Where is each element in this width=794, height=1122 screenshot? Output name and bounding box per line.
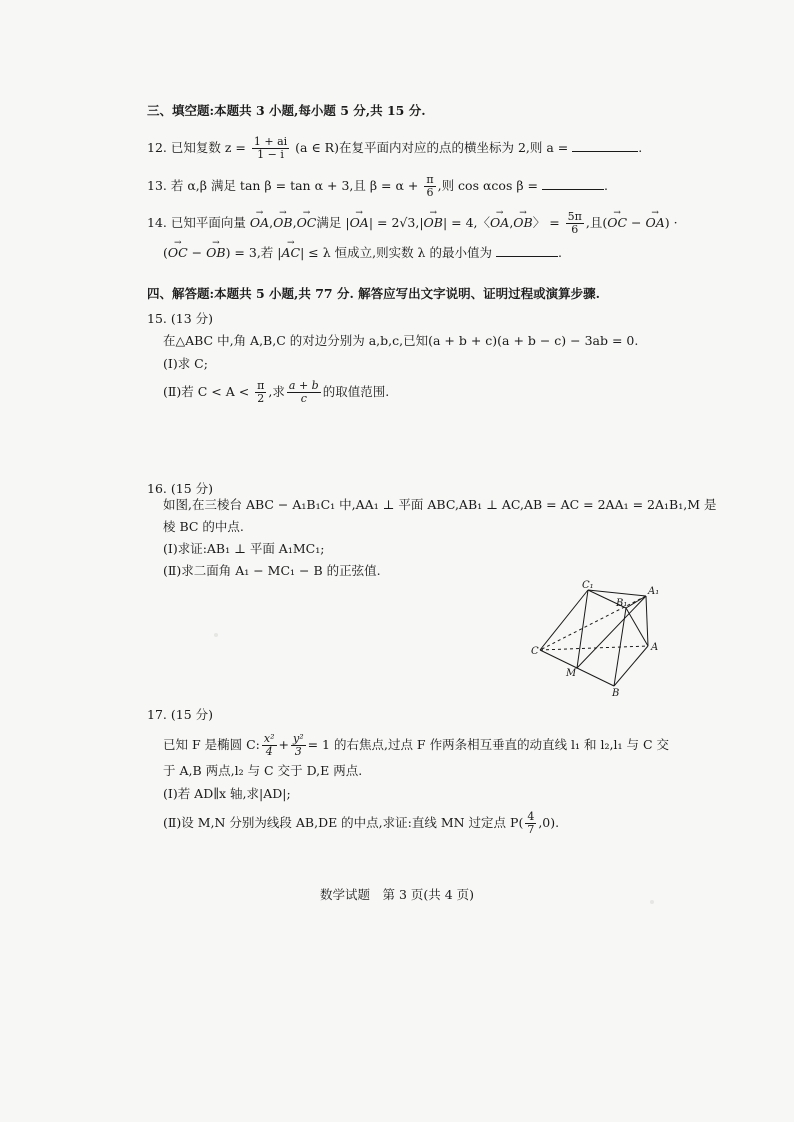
q16-stem-2: 棱 BC 的中点. [163, 519, 244, 534]
q17-p-den: 7 [527, 823, 535, 836]
q12-frac-den: 1 − i [257, 148, 284, 161]
q14-comma-2: , [292, 215, 297, 230]
question-12 [147, 136, 642, 161]
q13-frac-den: 6 [426, 186, 434, 199]
label-c1: C₁ [582, 580, 594, 591]
q15-stem: 在△ABC 中,角 A,B,C 的对边分别为 a,b,c,已知(a + b + c)(a + b − c) − 3ab = 0. [163, 333, 639, 348]
vec-oa-4: → OA [646, 215, 665, 231]
q14-p5: 〉 = [532, 215, 560, 230]
label-b: B [612, 688, 620, 698]
q14-p7: ) · [664, 215, 678, 230]
q17-point-fraction [525, 811, 536, 836]
q13-frac-num: π [426, 173, 434, 186]
edge-a1-m [577, 596, 646, 668]
q15-frac1-den: 2 [257, 392, 265, 405]
q13-number: 13. [147, 178, 167, 193]
q17-stem-1 [163, 733, 669, 758]
q14-minus-2: − [187, 245, 207, 260]
q14-line2b: ) = 3,若 | [225, 245, 282, 260]
vec-ob-2: → OB [424, 215, 443, 231]
q15-frac2-num: a + b [288, 379, 319, 392]
q17-score: (15 分) [170, 707, 214, 722]
q14-frac-num: 5π [567, 210, 582, 223]
q17-stem-post: = 1 的右焦点,过点 F 作两条相互垂直的动直线 l₁ 和 l₂,l₁ 与 C 交 [307, 737, 669, 752]
q14-comma-1: , [269, 215, 274, 230]
q16-heading [147, 481, 213, 497]
q15-frac2 [287, 380, 321, 405]
label-m: M [566, 668, 577, 679]
q17-f2-num: y² [292, 732, 304, 745]
label-c: C [531, 646, 539, 657]
q13-answer-blank[interactable] [542, 189, 604, 190]
q13-fraction [424, 174, 435, 199]
q15-part2-pre: (Ⅱ)若 C < A < [163, 384, 250, 399]
q14-line2c: | ≤ λ 恒成立,则实数 λ 的最小值为 [300, 245, 492, 260]
q17-part2-pre: (Ⅱ)设 M,N 分别为线段 AB,DE 的中点,求证:直线 MN 过定点 P( [163, 815, 524, 830]
vec-oc: → OC [297, 215, 317, 231]
q17-part2-post: ,0). [538, 815, 560, 830]
vec-oc-2: → OC [607, 215, 627, 231]
q15-part1: (Ⅰ)求 C; [163, 356, 208, 371]
question-14-line1 [147, 211, 678, 236]
q15-part2 [163, 380, 389, 405]
vec-oa: → OA [250, 215, 269, 231]
page-footer: 数学试题 第 3 页(共 4 页) [319, 887, 475, 902]
q13-pre: 若 α,β 满足 tan β = tan α + 3,且 β = α + [170, 178, 419, 193]
edge-a-b1 [626, 608, 648, 646]
q14-p3: | = 2√3,| [368, 215, 424, 230]
edge-c1-a1 [588, 590, 646, 596]
q16-number: 16. [147, 481, 167, 496]
q17-part1: (Ⅰ)若 AD∥x 轴,求|AD|; [163, 786, 291, 801]
vec-ob-4: → OB [206, 245, 225, 261]
q13-post: ,则 cos αcos β = [437, 178, 539, 193]
q14-end: . [557, 245, 562, 260]
q14-fraction [566, 211, 584, 236]
q15-frac1-num: π [257, 379, 265, 392]
q16-part2: (Ⅱ)求二面角 A₁ − MC₁ − B 的正弦值. [163, 563, 381, 578]
q15-score: (13 分) [170, 311, 214, 326]
q14-p4: | = 4,〈 [442, 215, 491, 230]
q15-frac2-den: c [300, 392, 307, 405]
q15-frac1 [255, 380, 266, 405]
q17-p-num: 4 [527, 810, 535, 823]
q17-f1-den: 4 [265, 745, 273, 758]
vec-ob: → OB [273, 215, 292, 231]
q12-number: 12. [147, 140, 167, 155]
scan-speck [650, 900, 654, 904]
q17-stem-2: 于 A,B 两点,l₂ 与 C 交于 D,E 两点. [163, 763, 363, 778]
vec-oc-3: → OC [168, 245, 188, 261]
question-13 [147, 174, 608, 199]
q15-part2-mid: ,求 [268, 384, 285, 399]
q15-number: 15. [147, 311, 167, 326]
q14-comma-3: , [509, 215, 514, 230]
q16-stem-1: 如图,在三棱台 ABC − A₁B₁C₁ 中,AA₁ ⊥ 平面 ABC,AB₁ ⊥ AC,AB = AC = 2AA₁ = 2A₁B₁,M 是 [163, 497, 717, 512]
q12-end: . [638, 140, 643, 155]
q15-heading [147, 311, 213, 327]
vec-oa-3: → OA [490, 215, 509, 231]
edge-c-a-hidden [540, 646, 648, 650]
label-a1: A₁ [648, 586, 660, 597]
label-b1: B₁ [616, 598, 628, 609]
q17-number: 17. [147, 707, 167, 722]
q17-part2 [163, 811, 559, 836]
section4-header: 四、解答题:本题共 5 小题,共 77 分. 解答应写出文字说明、证明过程或演算步骤. [147, 286, 601, 301]
section3-header: 三、填空题:本题共 3 小题,每小题 5 分,共 15 分. [147, 103, 426, 118]
q12-answer-blank[interactable] [572, 151, 638, 152]
q16-score: (15 分) [170, 481, 214, 496]
q12-fraction [252, 136, 289, 161]
q17-frac-y [291, 733, 306, 758]
q12-frac-num: 1 + ai [253, 135, 288, 148]
q14-number: 14. [147, 215, 167, 230]
q17-stem-pre: 已知 F 是椭圆 C: [163, 737, 260, 752]
q12-post: 在复平面内对应的点的横坐标为 2,则 a = [338, 140, 569, 155]
q17-frac-x [262, 733, 277, 758]
edge-a1-c-hidden [540, 596, 646, 650]
frustum-diagram [530, 580, 660, 698]
q12-pre: 已知复数 z = [170, 140, 246, 155]
q12-condition: (a ∈ R) [295, 140, 339, 155]
edge-a1-a [646, 596, 648, 646]
vec-oa-2: → OA [350, 215, 369, 231]
q14-answer-blank[interactable] [496, 256, 558, 257]
q17-f1-num: x² [263, 732, 275, 745]
q13-end: . [604, 178, 608, 193]
q14-p1: 已知平面向量 [170, 215, 246, 230]
q14-frac-den: 6 [571, 223, 579, 236]
q17-heading [147, 707, 213, 723]
vec-ob-3: → OB [513, 215, 532, 231]
q17-f2-den: 3 [294, 745, 302, 758]
scan-speck [214, 633, 218, 637]
label-a: A [651, 642, 659, 653]
q14-minus-1: − [627, 215, 646, 230]
q14-p6: ,且( [585, 215, 608, 230]
q16-part1: (Ⅰ)求证:AB₁ ⊥ 平面 A₁MC₁; [163, 541, 325, 556]
q15-part2-post: 的取值范围. [322, 384, 390, 399]
question-14-line2 [163, 245, 562, 261]
vec-ac: → AC [281, 245, 300, 261]
q14-p2: 满足 | [316, 215, 350, 230]
q14-line2a: ( [163, 245, 168, 260]
q17-plus: + [278, 737, 289, 752]
